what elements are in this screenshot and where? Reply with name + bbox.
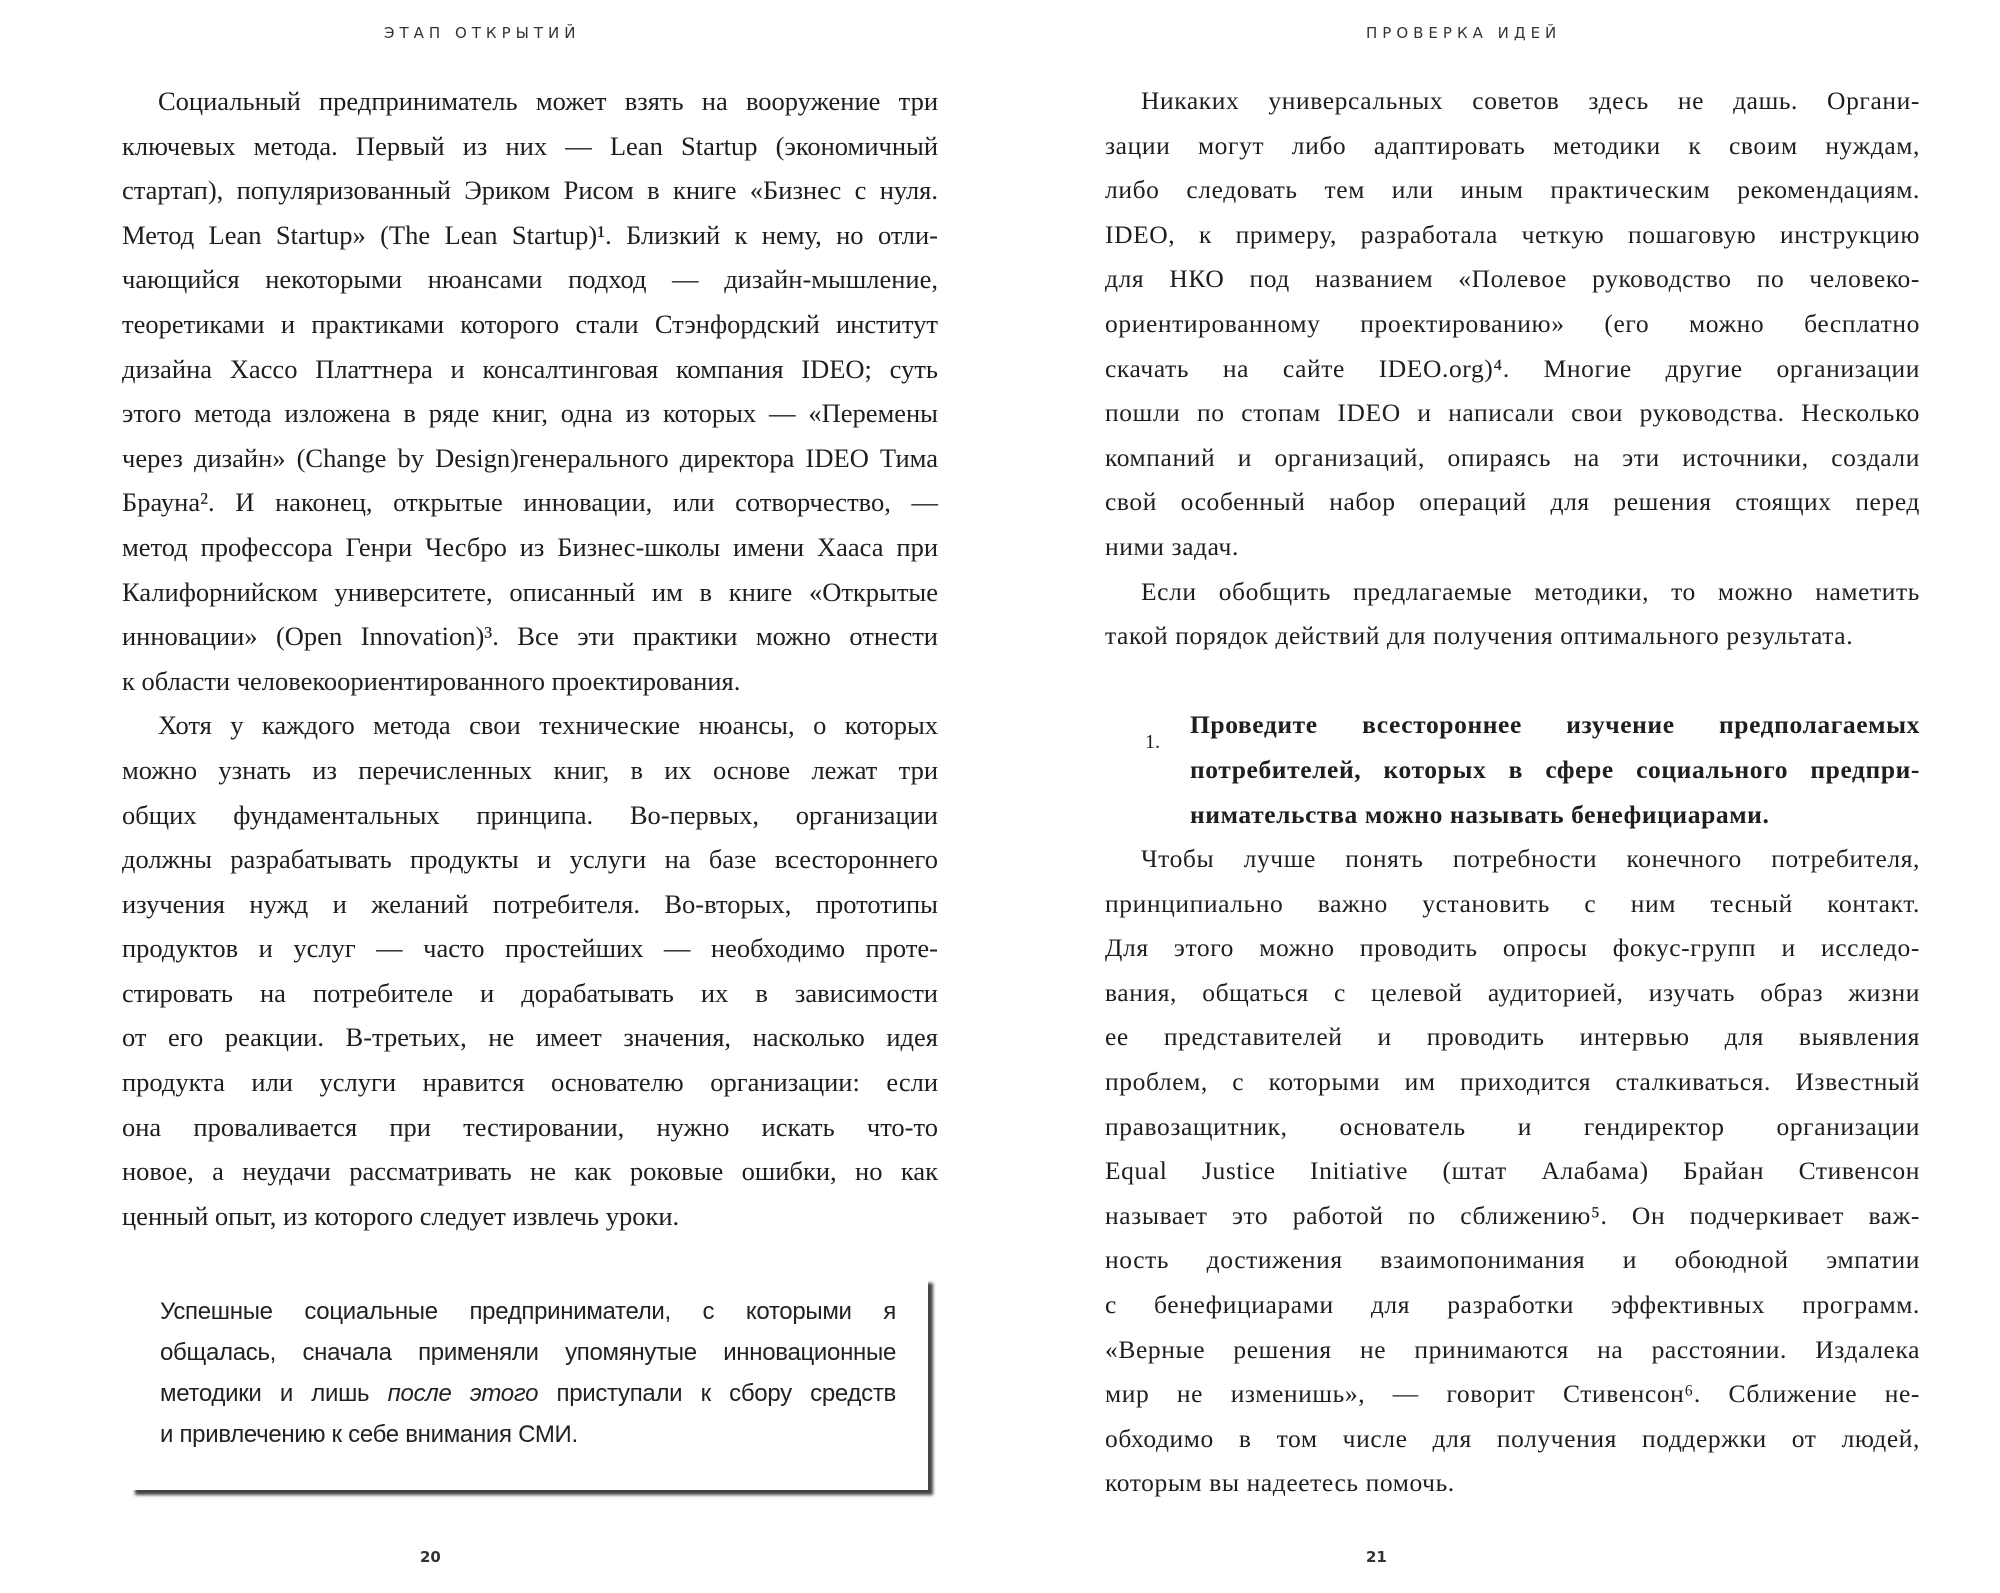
callout-line: и привлечению к себе внимания СМИ. [160, 1421, 578, 1448]
text-line: Equal Justice Initiative (штат Алабама) Брайан Стивенсон [1105, 1156, 1920, 1186]
text-line: ценный опыт, из которого следует извлечь уроки. [122, 1200, 680, 1231]
text-line: чающийся некоторыми нюансами подход — дизайн-мышление, [122, 264, 938, 295]
text-line: общих фундаментальных принципа. Во-первых, организации [122, 799, 938, 830]
text-line: Хотя у каждого метода свои технические нюансы, о которых [158, 710, 938, 741]
paragraph [1105, 570, 1920, 659]
text-line: принципиально важно установить с ним тесный контакт. [1105, 888, 1920, 918]
paragraph [122, 703, 938, 1238]
text-line: пошли по стопам IDEO и написали свои руководства. Несколько [1105, 398, 1920, 428]
text-line: от его реакции. В-третьих, не имеет значения, насколько идея [122, 1022, 938, 1053]
callout-text: приступали к сбору средств [538, 1380, 896, 1407]
text-line: Никаких универсальных советов здесь не дашь. Органи- [1141, 86, 1920, 115]
text-line: продукта или услуги нравится основателю организации: если [122, 1067, 938, 1098]
right-page-body [1105, 79, 1920, 1506]
callout-line: Успешные социальные предприниматели, с которыми я [160, 1298, 896, 1325]
text-line: Калифорнийском университете, описанный им в книге «Открытые [122, 576, 938, 607]
text-line: ность достижения взаимопонимания и обоюдной эмпатии [1105, 1245, 1920, 1275]
text-line: вания, общаться с целевой аудиторией, изучать образ жизни [1105, 977, 1920, 1007]
text-line: правозащитник, основатель и гендиректор организации [1105, 1111, 1920, 1141]
text-line: стировать на потребителе и дорабатывать их в зависимости [122, 977, 938, 1008]
page-number-left: 20 [420, 1548, 441, 1566]
text-line: которым вы надеетесь помочь. [1105, 1468, 1455, 1498]
callout-text: методики и лишь [160, 1380, 388, 1407]
callout-line: общалась, сначала применяли упомянутые инновационные [160, 1339, 896, 1366]
text-line: должны разрабатывать продукты и услуги на базе всестороннего [122, 844, 938, 875]
text-line: зации могут либо адаптировать методики к своим нуждам, [1105, 130, 1920, 160]
text-line: она проваливается при тестировании, нужно искать что-то [122, 1111, 938, 1142]
text-line: для НКО под названием «Полевое руководство по человеко- [1105, 264, 1920, 294]
text-line: продуктов и услуг — часто простейших — необходимо проте- [122, 933, 938, 964]
text-line: мир не изменишь», — говорит Стивенсон⁶. Сближение не- [1105, 1379, 1920, 1409]
text-line: изучения нужд и желаний потребителя. Во-вторых, прототипы [122, 888, 938, 919]
text-line: такой порядок действий для получения оптимального результата. [1105, 621, 1854, 651]
text-line: проблем, с которыми им приходится сталкиваться. Известный [1105, 1067, 1920, 1097]
list-number: 1. [1145, 731, 1160, 753]
text-line: нимательства можно называть бенефициарами. [1190, 799, 1770, 829]
callout-line [160, 1380, 896, 1408]
paragraph [1105, 837, 1920, 1506]
callout-emphasis: после этого [387, 1380, 539, 1407]
text-line: Социальный предприниматель может взять на вооружение три [158, 86, 938, 116]
page-number-right: 21 [1366, 1548, 1387, 1566]
paragraph [122, 79, 938, 703]
text-line: через дизайн» (Change by Design)генерального директора IDEO Тима [122, 442, 938, 473]
text-line: инновации» (Open Innovation)³. Все эти практики можно отнести [122, 621, 938, 652]
text-line: теоретиками и практиками которого стали Стэнфордский институт [122, 308, 938, 339]
text-line: ключевых метода. Первый из них — Lean Startup (экономичный [122, 130, 938, 161]
text-line: называет это работой по сближению⁵. Он подчеркивает важ- [1105, 1200, 1920, 1230]
text-line: скачать на сайте IDEO.org)⁴. Многие другие организации [1105, 353, 1920, 383]
text-line: к области человекоориентированного проектирования. [122, 665, 741, 696]
text-line: IDEO, к примеру, разработала четкую пошаговую инструкцию [1105, 219, 1920, 249]
left-page-body [122, 79, 938, 1238]
text-line: Для этого можно проводить опросы фокус-групп и исследо- [1105, 933, 1920, 963]
text-line: метод профессора Генри Чесбро из Бизнес-школы имени Хааса при [122, 531, 938, 562]
text-line: компаний и организаций, опираясь на эти источники, создали [1105, 442, 1920, 472]
text-line: ними задач. [1105, 531, 1239, 561]
text-line: можно узнать из перечисленных книг, в их основе лежат три [122, 754, 938, 785]
text-line: стартап), популяризованный Эриком Рисом в книге «Бизнес с нуля. [122, 175, 938, 206]
blank-line [1105, 659, 1920, 704]
paragraph [1105, 79, 1920, 570]
text-line: Если обобщить предлагаемые методики, то можно наметить [1141, 576, 1920, 606]
running-head-left: ЭТАП ОТКРЫТИЙ [384, 24, 581, 42]
text-line: этого метода изложена в ряде книг, одна из которых — «Перемены [122, 398, 938, 429]
text-line: Чтобы лучше понять потребности конечного потребителя, [1141, 844, 1920, 874]
callout-box [128, 1276, 928, 1490]
text-line: потребителей, которых в сфере социального предпри- [1190, 754, 1920, 784]
text-line: Метод Lean Startup» (The Lean Startup)¹. Близкий к нему, но отли- [122, 219, 938, 250]
text-line: обходимо в том числе для получения поддержки от людей, [1105, 1423, 1920, 1453]
text-line: новое, а неудачи рассматривать не как роковые ошибки, но как [122, 1156, 938, 1187]
text-line: «Верные решения не принимаются на расстоянии. Издалека [1105, 1334, 1920, 1364]
text-line: либо следовать тем или иным практическим рекомендациям. [1105, 175, 1920, 205]
list-item [1105, 703, 1920, 837]
text-line: ориентированному проектированию» (его можно бесплатно [1105, 308, 1920, 338]
text-line: Брауна². И наконец, открытые инновации, или сотворчество, — [122, 487, 938, 518]
running-head-right: ПРОВЕРКА ИДЕЙ [1366, 24, 1562, 42]
text-line: с бенефициарами для разработки эффективных программ. [1105, 1290, 1920, 1320]
text-line: Проведите всестороннее изучение предполагаемых [1190, 710, 1920, 740]
text-line: ее представителей и проводить интервью для выявления [1105, 1022, 1920, 1052]
text-line: свой особенный набор операций для решения стоящих перед [1105, 487, 1920, 517]
text-line: дизайна Хассо Платтнера и консалтинговая компания IDEO; суть [122, 353, 938, 384]
